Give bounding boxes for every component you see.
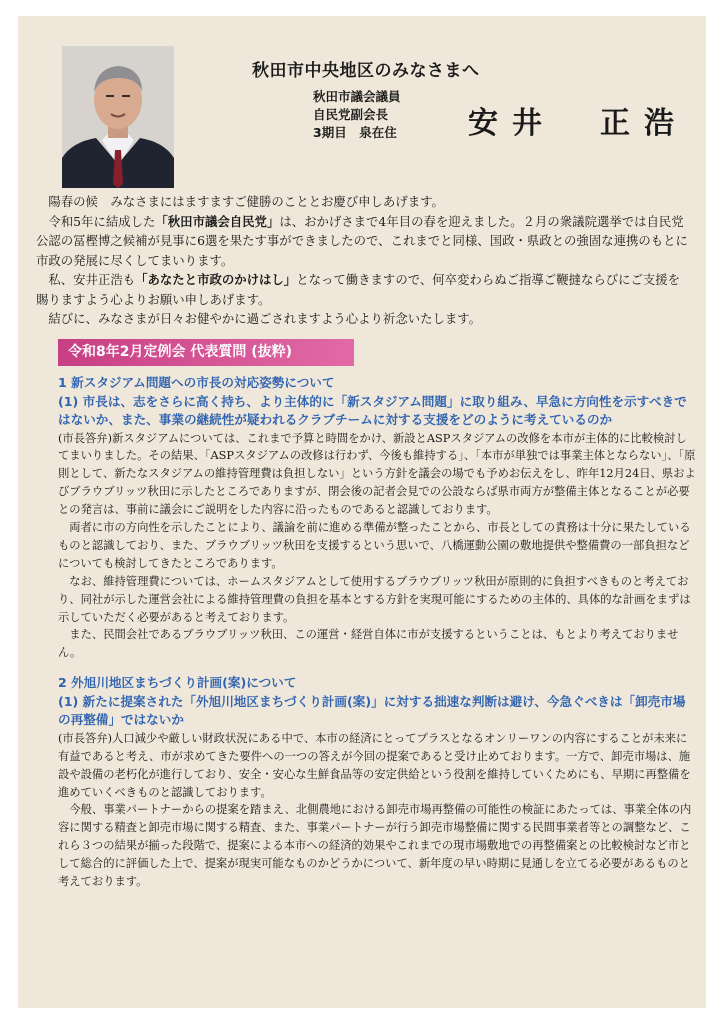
q1-answer-paragraph-3: なお、維持管理費については、ホームスタジアムとして使用するブラウブリッツ秋田が原則的に負担すべきものと考えており、同社が示した運営会社による維持管理費の負担を基本とする方針を実現可能にするための主体的、具体的な計画をまずは示していただく必要があると考えております。: [58, 574, 691, 624]
questions-body: [58, 372, 698, 891]
intro-paragraph-4: 結びに、みなさまが日々お健やかに過ごされますよう心より祈念いたします。: [48, 311, 482, 326]
q1-answer-paragraph-2: 両者に市の方向性を示したことにより、議論を前に進める準備が整ったことから、市長としての責務は十分に果たしているものと認識しており、また、ブラウブリッツ秋田を支援するという思いで、八橋運動公園の敷地提供や整備費の一部負担などについても検討してきたところであります。: [58, 521, 691, 570]
role-term-residence: 3期目 泉在住: [313, 125, 397, 140]
portrait-illustration: [62, 46, 174, 188]
intro-p3-lead: 私、安井正浩も: [48, 272, 136, 287]
intro-p3-rest: となって働きますので、何卒変わらぬご指導ご鞭撻ならびにご支援を賜りますよう心よりお願い申しあげます。: [36, 272, 681, 307]
author-name: 安井 正浩: [468, 106, 688, 141]
newsletter-page: [18, 16, 706, 1008]
q1-topic-heading: 1 新スタジアム問題への市長の対応姿勢について: [58, 375, 335, 390]
role-list: [313, 88, 401, 142]
intro-paragraph-2: [36, 212, 690, 271]
intro-paragraph-3: [36, 270, 690, 309]
intro-greeting: [36, 192, 690, 329]
q2-answer-paragraph-2: 今般、事業パートナーからの提案を踏まえ、北側農地における卸売市場再整備の可能性の検証にあたっては、事業全体の内容に関する精査と卸売市場に関する精査、また、事業パートナーが行う卸売市場整備に関する民間事業者等との調整など、これら３つの結果が揃った段階で、提案による本市への経済的効果やこれまでの現市場敷地での再整備案との比較検討など市として総合的に評価した上で、提案が現実可能なものかどうかについて、新年度の早い時期に見通しを立てる必要があるものと考えております。: [58, 803, 692, 889]
role-vice-chair: 自民党副会長: [313, 107, 389, 122]
q1-answer-paragraph-1: (市長答弁)新スタジアムについては、これまで予算と時間をかけ、新設とASPスタジアムの改修を本市が主体的に比較検討してまいりました。その結果、「ASPスタジアムの改修は行わず、今後も維持する」、「本市が単独では事業主体とならない」、「原則として、新たなスタジアムの維持管理費は負担しない」という方針を議会の場でも予めお伝えをし、昨年12月24日、県およびブラウブリッツ秋田に示したところでありますが、閉会後の記者会見での公設ならば県市両方が整備主体となることが必要との発言は、事前に議会にご説明をした内容に沿ったものであると認識しております。: [58, 431, 696, 517]
q1-question: (1) 市長は、志をさらに高く持ち、より主体的に「新スタジアム問題」に取り組み、早急に方向性を示すべきではないか、また、事業の継続性が疑われるクラブチームに対する支援をどのように考えているのか: [58, 393, 687, 427]
q2-topic-heading: 2 外旭川地区まちづくり計画(案)について: [58, 675, 297, 691]
role-council-member: 秋田市議会議員: [313, 89, 401, 104]
q2-answer-paragraph-1: (市長答弁)人口減少や厳しい財政状況にある中で、本市の経済にとってプラスとなるオンリーワンの内容にすることが未来に有益であると考え、市が求めてきた要件への一つの答えが今回の提案であると受け止めております。一方で、卸売市場は、施設や設備の老朽化が進行しており、安全・安心な生鮮食品等の安定供給という役割を維持していくためにも、早期に再整備を進めていくべきものと認識しております。: [58, 731, 691, 799]
slogan: 「あなたと市政のかけはし」: [135, 272, 297, 287]
q1-answer-paragraph-4: また、民間会社であるブラウブリッツ秋田、この運営・経営自体に市が支援するということは、もとより考えておりません。: [58, 628, 679, 660]
portrait-photo: [62, 46, 174, 188]
party-name: 「秋田市議会自民党」: [155, 213, 280, 229]
intro-p2-lead: 令和5年に結成した: [48, 213, 156, 229]
greeting-title: 秋田市中央地区のみなさまへ: [252, 61, 480, 81]
intro-p2-rest: は、おかげさまで4年目の春を迎えました。２月の衆議院選挙では自民党公認の冨樫博之候補が見事に6選を果たす事ができましたので、これまでと同様、国政・県政との強固な連携のもとに市政の発展に尽くしてまいります。: [36, 213, 688, 268]
section-banner: 令和8年2月定例会 代表質問 (抜粋): [58, 339, 354, 366]
q2-question: (1) 新たに提案された「外旭川地区まちづくり計画(案)」に対する拙速な判断は避け、今急ぐべきは「卸売市場の再整備」ではないか: [58, 693, 686, 728]
intro-paragraph-1: 陽春の候 みなさまにはますますご健勝のこととお慶び申しあげます。: [48, 194, 444, 209]
